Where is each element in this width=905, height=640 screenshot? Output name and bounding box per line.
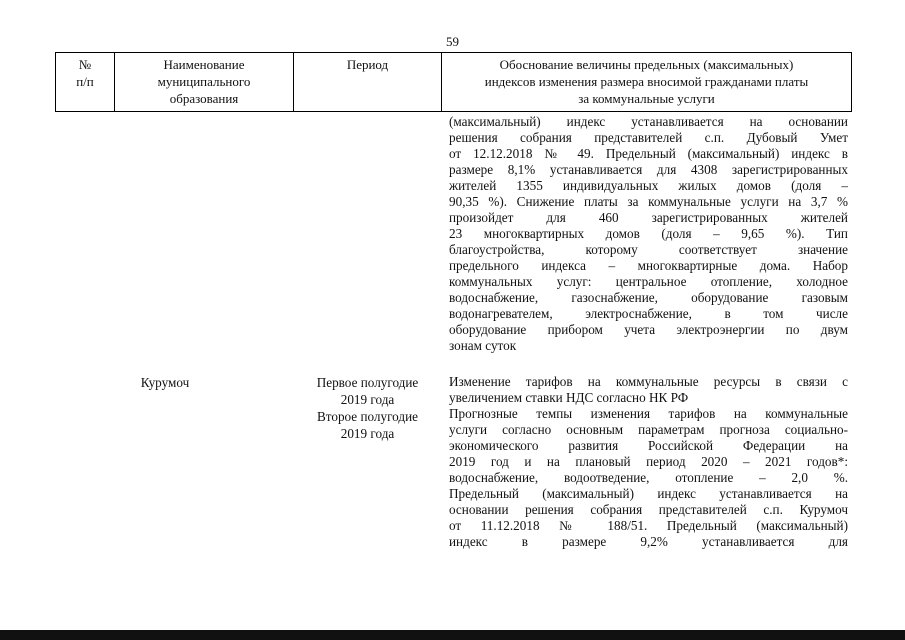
text-line: водонагревателем, электроснабжение, в том числе: [449, 306, 848, 321]
text-line: оборудование прибором учета электроэнергии по двум: [449, 322, 848, 337]
text-line: индекс в размере 9,2% устанавливается для: [449, 534, 848, 549]
text-line: Изменение тарифов на коммунальные ресурсы в связи с: [449, 374, 848, 389]
scan-bottom-edge: [0, 630, 905, 640]
text-line: от 12.12.2018 № 49. Предельный (максимальный) индекс в: [449, 146, 848, 161]
text-line: Предельный (максимальный) индекс устанавливается на: [449, 486, 848, 501]
text-line: решения собрания представителей с.п. Дубовый Умет: [449, 130, 848, 145]
text-line: жителей 1355 индивидуальных жилых домов (доля –: [449, 178, 848, 193]
text-line: 23 многоквартирных домов (доля – 9,65 %). Тип: [449, 226, 848, 241]
municipality-name: Курумоч: [140, 375, 190, 390]
justification-second-half: [449, 406, 848, 550]
text-line: коммунальных услуг: центральное отопление, холодное: [449, 274, 848, 289]
table-right-border: [851, 52, 852, 112]
header-justification-line: за коммунальные услуги: [578, 91, 715, 106]
period-second-half: [294, 408, 441, 442]
text-line: зонам суток: [449, 338, 517, 353]
header-justification-column: [442, 56, 851, 107]
text-line: размере 8,1% устанавливается для 4308 зарегистрированных: [449, 162, 848, 177]
continuation-paragraph: [449, 114, 848, 354]
text-line: произойдет для 460 зарегистрированных жителей: [449, 210, 848, 225]
header-municipality-line: муниципального: [157, 74, 251, 89]
table-header-bottom-border: [55, 111, 852, 112]
period-line: Первое полугодие: [316, 375, 419, 390]
text-line: основании решения собрания представителей с.п. Курумоч: [449, 502, 848, 517]
header-period-column: [294, 56, 441, 73]
text-line: 2019 год и на плановый период 2020 – 2021 годов*:: [449, 454, 848, 469]
text-line: (максимальный) индекс устанавливается на основании: [449, 114, 848, 129]
header-number-line: п/п: [76, 74, 94, 89]
text-line: 90,35 %). Снижение платы за коммунальные услуги на 3,7 %: [449, 194, 848, 209]
text-line: от 11.12.2018 № 188/51. Предельный (максимальный): [449, 518, 848, 533]
header-period-line: Период: [346, 57, 389, 72]
text-line: предельного индекса – многоквартирные дома. Набор: [449, 258, 848, 273]
page-number: 59: [446, 34, 459, 49]
text-line: водоснабжение, водоотведение, отопление – 2,0 %.: [449, 470, 848, 485]
text-line: услуги согласно основным параметрам прогноза социально-: [449, 422, 848, 437]
header-municipality-column: [115, 56, 293, 107]
header-justification-line: индексов изменения размера вносимой гражданами платы: [484, 74, 809, 89]
text-line: Прогнозные темпы изменения тарифов на коммунальные: [449, 406, 848, 421]
period-line: 2019 года: [340, 426, 395, 441]
header-justification-line: Обоснование величины предельных (максимальных): [499, 57, 794, 72]
header-municipality-line: Наименование: [163, 57, 245, 72]
period-first-half: [294, 374, 441, 408]
text-line: благоустройства, которому соответствует значение: [449, 242, 848, 257]
header-number-column: [56, 56, 114, 90]
table-top-border: [55, 52, 852, 53]
text-line: водоснабжение, газоснабжение, оборудование газовым: [449, 290, 848, 305]
period-line: Второе полугодие: [316, 409, 419, 424]
period-line: 2019 года: [340, 392, 395, 407]
header-number-line: №: [78, 57, 92, 72]
header-municipality-line: образования: [169, 91, 239, 106]
justification-first-half: [449, 374, 848, 406]
text-line: экономического развития Российской Федерации на: [449, 438, 848, 453]
text-line: увеличением ставки НДС согласно НК РФ: [449, 390, 689, 405]
